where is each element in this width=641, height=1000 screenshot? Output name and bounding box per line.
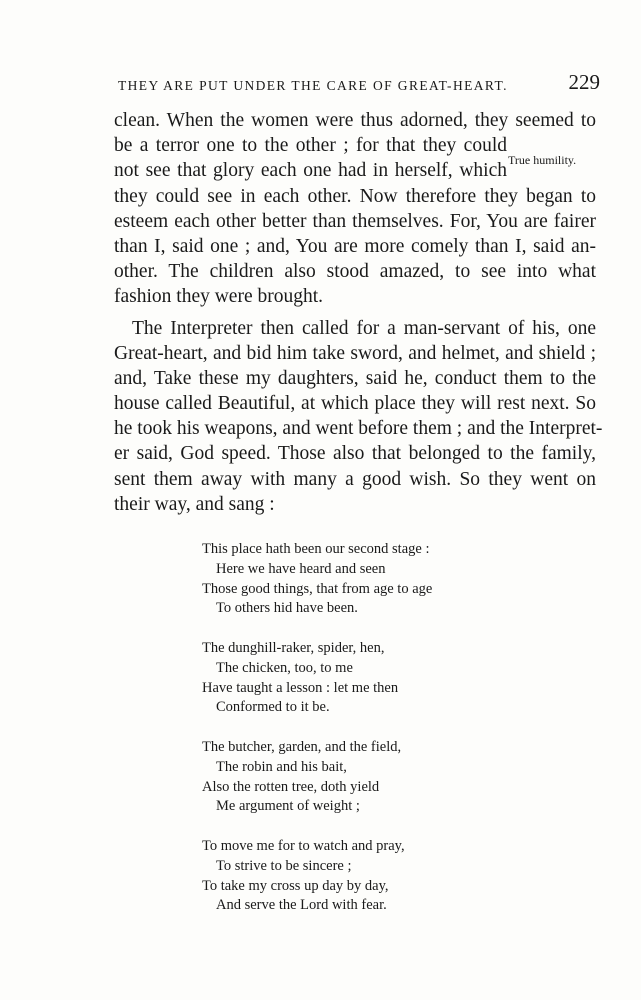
prose-line: er said, God speed. Those also that belonged to the family,: [114, 443, 596, 465]
verse-line: The robin and his bait,: [216, 758, 347, 775]
verse-line: To move me for to watch and pray,: [202, 837, 405, 854]
prose-body: [114, 108, 603, 517]
prose-line: fashion they were brought.: [114, 286, 324, 308]
running-title: THEY ARE PUT UNDER THE CARE OF GREAT-HEART.: [118, 78, 508, 93]
prose-line: Great-heart, and bid him take sword, and helmet, and shield ;: [114, 342, 596, 364]
stanza: [202, 639, 432, 718]
prose-line: he took his weapons, and went before them ; and the Interpret-: [114, 418, 603, 440]
verse-line: Conformed to it be.: [216, 699, 330, 716]
prose-line: The Interpreter then called for a man-servant of his, one: [132, 317, 596, 339]
verse-line: The chicken, too, to me: [216, 659, 353, 676]
prose-line: esteem each other better than themselves. For, You are fairer: [114, 210, 596, 232]
verse-line: Here we have heard and seen: [216, 560, 386, 577]
prose-line: sent them away with many a good wish. So they went on: [114, 468, 596, 490]
margin-note: True humility.: [508, 153, 577, 167]
running-head: [118, 70, 600, 98]
verse-line: To others hid have been.: [216, 600, 358, 617]
prose-line: than I, said one ; and, You are more comely than I, said an-: [114, 235, 596, 257]
stanza: [202, 540, 432, 619]
prose-line: they could see in each other. Now therefore they began to: [114, 185, 596, 207]
prose-line: be a terror one to the other ; for that they could: [114, 135, 507, 157]
verse-line: This place hath been our second stage :: [202, 541, 430, 557]
prose-line: and, Take these my daughters, said he, conduct them to the: [114, 367, 596, 389]
page-number: 229: [568, 70, 600, 94]
verse-line: To strive to be sincere ;: [216, 857, 352, 874]
verse-line: The butcher, garden, and the field,: [202, 738, 402, 755]
verse-line: Those good things, that from age to age: [202, 580, 433, 597]
prose-line: house called Beautiful, at which place they will rest next. So: [114, 393, 596, 415]
verse-line: To take my cross up day by day,: [202, 877, 389, 894]
verse-line: The dunghill-raker, spider, hen,: [202, 639, 385, 656]
prose-line: not see that glory each one had in herself, which: [114, 160, 507, 182]
poem: [202, 540, 432, 936]
prose-line: their way, and sang :: [114, 493, 275, 515]
verse-line: Also the rotten tree, doth yield: [202, 778, 380, 795]
stanza: [202, 738, 432, 817]
prose-line: other. The children also stood amazed, to see into what: [114, 261, 596, 283]
verse-line: And serve the Lord with fear.: [216, 897, 387, 914]
stanza: [202, 837, 432, 916]
verse-line: Me argument of weight ;: [216, 798, 360, 815]
prose-line: clean. When the women were thus adorned, they seemed to: [114, 110, 596, 131]
verse-line: Have taught a lesson : let me then: [202, 679, 399, 696]
